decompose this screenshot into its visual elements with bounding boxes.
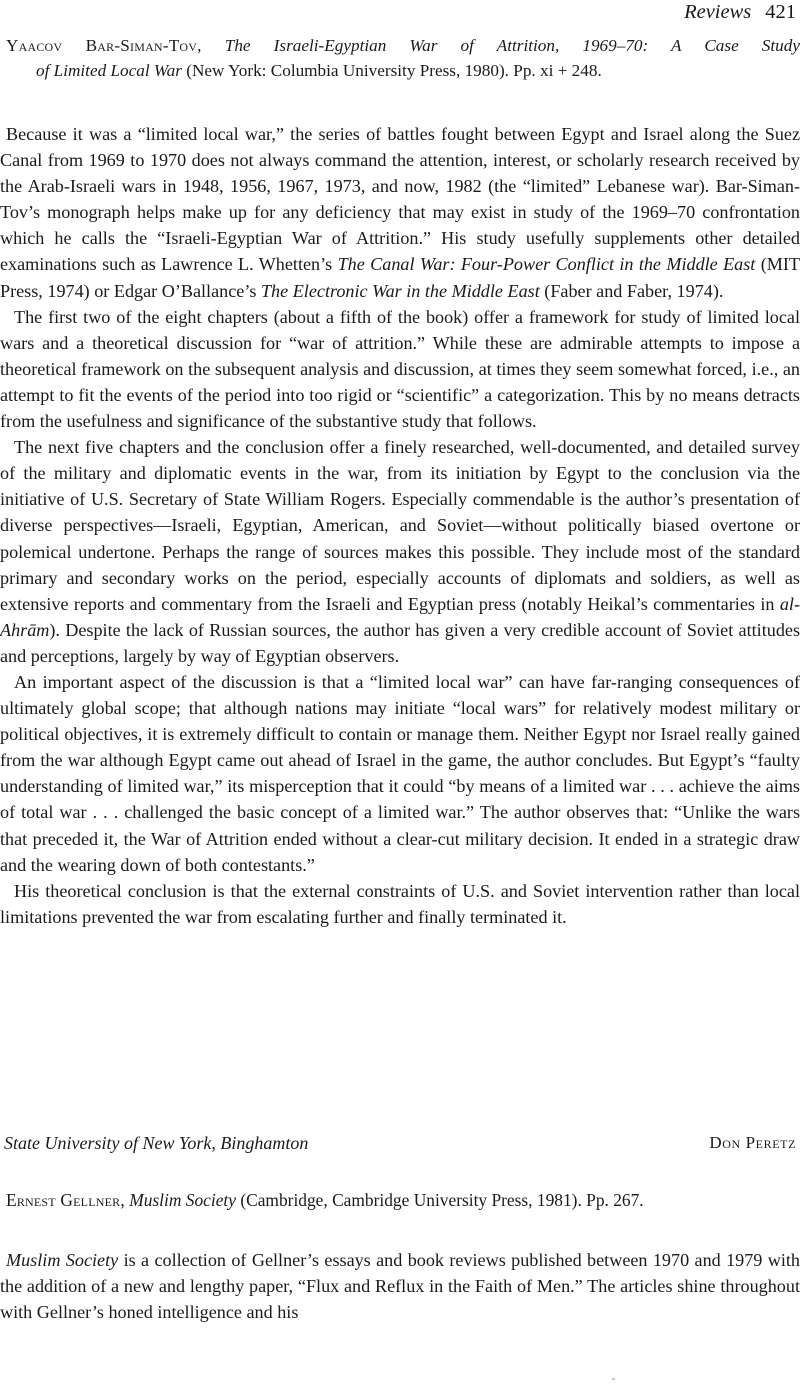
review1-p1-text-c: (Faber and Faber, 1974). [539, 280, 724, 301]
review1-citation [0, 33, 800, 83]
review1-author: Yaacov Bar-Siman-Tov, [6, 36, 202, 55]
page-number: 421 [765, 1, 796, 23]
review2-body [0, 1247, 800, 1325]
review1-paragraph-3 [0, 434, 800, 669]
review2-citation [0, 1187, 800, 1213]
review1-p3-newspaper: al-Ahrām [0, 593, 800, 640]
review1-signature [0, 1130, 800, 1156]
review2-p1-text: is a collection of Gellner’s essays and book reviews published between 1970 and 1979 with the addition of a new and lengthy paper, “Flux and Reflux in the Faith of Men.” The articles shine throughout with Gellner’s honed intelligence and his [0, 1250, 800, 1323]
review1-p1-text-a: Because it was a “limited local war,” the series of battles fought between Egypt and Israel along the Suez Canal from 1969 to 1970 does not always command the attention, interest, or scholarly research received by the Arab-Israeli wars in 1948, 1956, 1967, 1973, and now, 1982 (the “limited” Lebanese war). Bar-Siman-Tov’s monograph helps make up for any deficiency that may exist in study of the 1969–70 confrontation which he calls the “Israeli-Egyptian War of Attrition.” His study usefully supplements other detailed examinations such as Lawrence L. Whetten’s [0, 124, 800, 275]
review1-paragraph-5: His theoretical conclusion is that the external constraints of U.S. and Soviet intervention rather than local limitations prevented the war from escalating further and finally terminated it. [0, 880, 800, 927]
scan-speck [612, 1378, 615, 1380]
review2-book-title: Muslim Society [6, 1250, 119, 1270]
review1-p1-text-b: (MIT Press, 1974) or Edgar O’Ballance’s [0, 254, 800, 301]
reviewer-name: Don Peretz [709, 1133, 796, 1152]
review1-p3-text-a: The next five chapters and the conclusion offer a finely researched, well-documented, and detailed survey of the military and diplomatic events in the war, from its initiation by Egypt to the conclusion via the initiative of U.S. Secretary of State William Rogers. Especially commendable is the author’s presentation of diverse perspectives—Israeli, Egyptian, American, and Soviet—without politically biased overtone or polemical undertone. Perhaps the range of sources makes this possible. They include most of the standard primary and secondary works on the period, especially accounts of diplomats and soldiers, as well as extensive reports and commentary from the Israeli and Egyptian press (notably Heikal’s commentaries in [0, 437, 800, 614]
review2-publication: (Cambridge, Cambridge University Press, 1981). Pp. 267. [235, 1190, 644, 1210]
review1-p1-book-title-1: The Canal War: Four-Power Conflict in the Middle East [337, 254, 756, 275]
review1-body [0, 121, 800, 930]
review1-p3-text-b: ). Despite the lack of Russian sources, the author has given a very credible account of Soviet attitudes and perceptions, largely by way of Egyptian observers. [0, 619, 800, 666]
review2-title: Muslim Society [129, 1190, 236, 1210]
review1-paragraph-2: The first two of the eight chapters (about a fifth of the book) offer a framework for study of limited local wars and a theoretical discussion for “war of attrition.” While these are admirable attempts to impose a theoretical framework on the subsequent analysis and discussion, at times they seem somewhat forced, i.e., an attempt to fit the events of the period into too rigid or “scientific” a categorization. This by no means detracts from the usefulness and significance of the substantive study that follows. [0, 306, 800, 432]
review1-p1-book-title-2: The Electronic War in the Middle East [260, 280, 540, 301]
running-head-section: Reviews [684, 1, 752, 23]
review1-title-line2: of Limited Local War [36, 61, 182, 80]
review1-title-line1: The Israeli-Egyptian War of Attrition, 1969–70: A Case Study [224, 36, 800, 55]
review2-author: Ernest Gellner, [6, 1190, 125, 1210]
review1-paragraph-1 [0, 121, 800, 304]
review2-paragraph-1 [0, 1247, 800, 1325]
review1-paragraph-4: An important aspect of the discussion is that a “limited local war” can have far-ranging consequences of ultimately global scope; that although nations may initiate “local wars” for relatively modest military or political objectives, it is extremely difficult to contain or manage them. Neither Egypt nor Israel really gained from the war although Egypt came out ahead of Israel in the game, the author concludes. But Egypt’s “faulty understanding of limited war,” its misperception that it could “by means of a limited war . . . achieve the aims of total war . . . challenged the basic concept of a limited war.” The author observes that: “Unlike the wars that preceded it, the War of Attrition ended without a clear-cut military decision. It ended in a strategic draw and the wearing down of both contestants.” [0, 671, 800, 875]
reviewer-affiliation: State University of New York, Binghamton [4, 1133, 309, 1153]
running-head [0, 0, 800, 26]
review1-publication: (New York: Columbia University Press, 1980). Pp. xi + 248. [181, 61, 602, 80]
